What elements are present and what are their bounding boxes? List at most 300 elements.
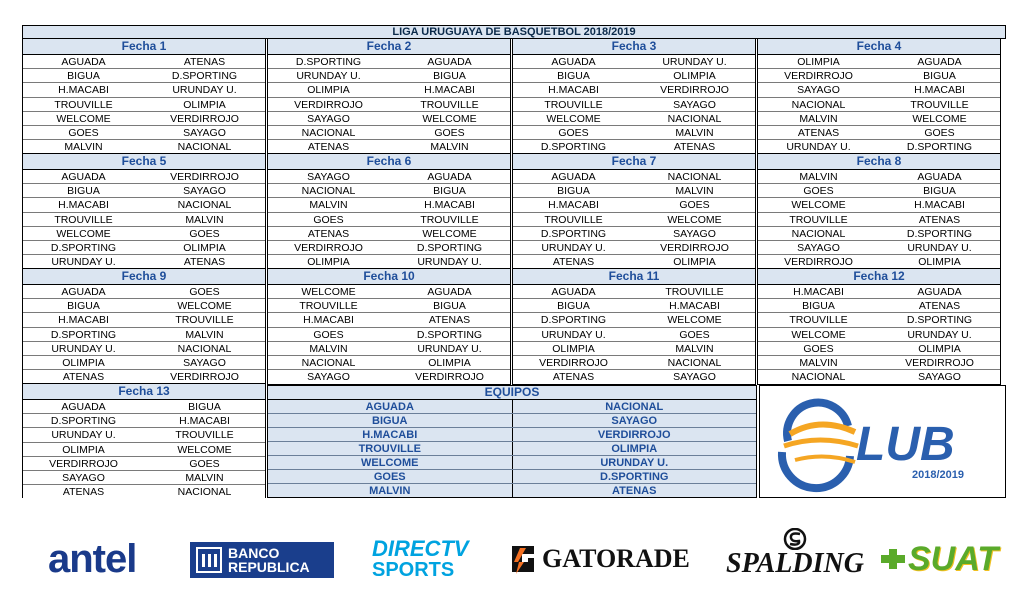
away-team: OLIMPIA <box>673 256 716 269</box>
away-team: BIGUA <box>433 70 466 83</box>
away-team: OLIMPIA <box>673 70 716 83</box>
round-header: Fecha 6 <box>268 154 510 170</box>
home-team: URUNDAY U. <box>541 241 606 254</box>
away-team: BIGUA <box>188 401 221 413</box>
game-row <box>268 313 510 327</box>
home-team: H.MACABI <box>793 286 844 298</box>
home-team: SAYAGO <box>62 471 105 484</box>
away-team: MALVIN <box>185 213 224 226</box>
away-team: WELCOME <box>177 300 232 313</box>
away-team: ATENAS <box>428 314 471 327</box>
game-row <box>268 98 510 112</box>
home-team: URUNDAY U. <box>786 141 851 154</box>
away-team: WELCOME <box>177 443 232 456</box>
spalding-text: SPALDING <box>726 548 864 579</box>
round-block <box>512 268 756 385</box>
game-row <box>758 213 1000 227</box>
home-team: ATENAS <box>307 141 350 154</box>
round-header: Fecha 12 <box>758 269 1000 285</box>
lub-logo <box>760 386 1005 497</box>
game-row <box>23 241 265 255</box>
away-team: NACIONAL <box>667 356 722 369</box>
round-header: Fecha 1 <box>23 39 265 55</box>
game-row <box>758 83 1000 97</box>
game-row <box>23 299 265 313</box>
home-team: OLIMPIA <box>307 84 350 97</box>
away-team: URUNDAY U. <box>907 328 972 341</box>
round-header: Fecha 5 <box>23 154 265 170</box>
team-name: ATENAS <box>612 485 657 497</box>
away-team: SAYAGO <box>673 371 716 384</box>
away-team: BIGUA <box>433 300 466 313</box>
home-team: OLIMPIA <box>307 256 350 269</box>
away-team: AGUADA <box>917 171 962 183</box>
away-team: URUNDAY U. <box>907 241 972 254</box>
game-row <box>23 98 265 112</box>
away-team: GOES <box>189 227 220 240</box>
round-header: Fecha 3 <box>513 39 755 55</box>
team-name: GOES <box>268 470 513 483</box>
away-team: H.MACABI <box>914 84 965 97</box>
table-title: LIGA URUGUAYA DE BASQUETBOL 2018/2019 <box>22 25 1006 39</box>
home-team: NACIONAL <box>791 98 846 111</box>
round-block <box>267 38 511 155</box>
away-team: H.MACABI <box>179 415 230 428</box>
game-row <box>513 313 755 327</box>
game-row <box>23 457 265 471</box>
home-team: H.MACABI <box>303 314 354 327</box>
round-header: Fecha 7 <box>513 154 755 170</box>
game-row <box>23 428 265 442</box>
lub-years: 2018/2019 <box>912 469 964 481</box>
home-team: VERDIRROJO <box>294 241 363 254</box>
home-team: VERDIRROJO <box>539 356 608 369</box>
away-team: H.MACABI <box>669 300 720 313</box>
gatorade-text: GATORADE <box>542 544 690 573</box>
game-row <box>268 126 510 140</box>
away-team: TROUVILLE <box>175 429 234 442</box>
game-row <box>758 55 1000 69</box>
away-team: H.MACABI <box>424 84 475 97</box>
home-team: TROUVILLE <box>544 98 603 111</box>
game-row <box>23 342 265 356</box>
game-row <box>758 313 1000 327</box>
away-team: MALVIN <box>675 126 714 139</box>
round-block <box>22 38 266 155</box>
team-name: SAYAGO <box>611 415 658 427</box>
spalding-logo <box>726 528 864 578</box>
away-team: ATENAS <box>183 56 226 68</box>
home-team: TROUVILLE <box>789 213 848 226</box>
game-row <box>513 184 755 198</box>
home-team: BIGUA <box>67 185 100 198</box>
round-block <box>757 38 1001 155</box>
banco-text: BANCO <box>228 545 280 561</box>
game-row <box>268 285 510 299</box>
game-row <box>23 227 265 241</box>
away-team: NACIONAL <box>177 199 232 212</box>
away-team: VERDIRROJO <box>905 356 974 369</box>
game-row <box>758 112 1000 126</box>
away-team: NACIONAL <box>667 112 722 125</box>
home-team: ATENAS <box>552 256 595 269</box>
game-row <box>513 126 755 140</box>
game-row <box>513 356 755 370</box>
away-team: URUNDAY U. <box>172 84 237 97</box>
directv-text: DIRECTV <box>372 536 469 561</box>
away-team: TROUVILLE <box>420 213 479 226</box>
equipos-row <box>268 414 756 428</box>
home-team: D.SPORTING <box>540 227 607 240</box>
round-header: Fecha 2 <box>268 39 510 55</box>
away-team: OLIMPIA <box>183 98 226 111</box>
game-row <box>513 213 755 227</box>
directv-sports-logo <box>372 534 469 584</box>
equipos-row <box>268 400 756 414</box>
game-row <box>758 184 1000 198</box>
game-row <box>268 299 510 313</box>
home-team: VERDIRROJO <box>294 98 363 111</box>
game-row <box>23 184 265 198</box>
home-team: BIGUA <box>557 70 590 83</box>
home-team: URUNDAY U. <box>51 342 116 355</box>
home-team: D.SPORTING <box>540 314 607 327</box>
equipos-row <box>268 442 756 456</box>
game-row <box>268 241 510 255</box>
game-row <box>758 241 1000 255</box>
antel-text: antel <box>48 536 137 581</box>
equipos-row <box>268 470 756 484</box>
lub-logo-box <box>759 385 1006 498</box>
home-team: GOES <box>558 126 589 139</box>
away-team: SAYAGO <box>673 98 716 111</box>
away-team: OLIMPIA <box>918 342 961 355</box>
away-team: H.MACABI <box>914 199 965 212</box>
away-team: NACIONAL <box>177 486 232 499</box>
home-team: SAYAGO <box>797 241 840 254</box>
game-row <box>758 69 1000 83</box>
round-header: Fecha 13 <box>23 384 265 400</box>
away-team: NACIONAL <box>667 171 722 183</box>
home-team: BIGUA <box>802 300 835 313</box>
game-row <box>758 299 1000 313</box>
team-name: WELCOME <box>268 456 513 469</box>
game-row <box>268 83 510 97</box>
game-row <box>23 170 265 184</box>
team-name: AGUADA <box>268 400 513 413</box>
away-team: NACIONAL <box>177 141 232 154</box>
away-team: WELCOME <box>422 112 477 125</box>
round-header: Fecha 10 <box>268 269 510 285</box>
home-team: D.SPORTING <box>50 241 117 254</box>
away-team: AGUADA <box>917 286 962 298</box>
away-team: TROUVILLE <box>665 286 724 298</box>
away-team: ATENAS <box>918 300 961 313</box>
antel-logo <box>48 534 136 584</box>
home-team: OLIMPIA <box>797 56 840 68</box>
away-team: D.SPORTING <box>416 241 483 254</box>
home-team: SAYAGO <box>307 112 350 125</box>
suat-cross-icon <box>878 546 908 572</box>
home-team: WELCOME <box>56 112 111 125</box>
home-team: GOES <box>68 126 99 139</box>
round-block <box>22 153 266 270</box>
home-team: H.MACABI <box>548 84 599 97</box>
game-row <box>268 198 510 212</box>
away-team: URUNDAY U. <box>417 342 482 355</box>
away-team: URUNDAY U. <box>662 56 727 68</box>
away-team: D.SPORTING <box>171 70 238 83</box>
game-row <box>513 285 755 299</box>
away-team: SAYAGO <box>183 126 226 139</box>
home-team: AGUADA <box>551 286 596 298</box>
home-team: OLIMPIA <box>552 342 595 355</box>
home-team: VERDIRROJO <box>784 70 853 83</box>
away-team: TROUVILLE <box>175 314 234 327</box>
game-row <box>23 126 265 140</box>
game-row <box>23 198 265 212</box>
home-team: MALVIN <box>309 199 348 212</box>
round-block <box>757 268 1001 385</box>
game-row <box>23 328 265 342</box>
home-team: SAYAGO <box>307 371 350 384</box>
round-header: Fecha 11 <box>513 269 755 285</box>
game-row <box>268 342 510 356</box>
game-row <box>758 126 1000 140</box>
game-row <box>268 356 510 370</box>
home-team: AGUADA <box>551 56 596 68</box>
home-team: GOES <box>803 185 834 198</box>
home-team: TROUVILLE <box>789 314 848 327</box>
home-team: D.SPORTING <box>295 56 362 68</box>
away-team: NACIONAL <box>177 342 232 355</box>
game-row <box>758 198 1000 212</box>
away-team: BIGUA <box>923 70 956 83</box>
away-team: TROUVILLE <box>420 98 479 111</box>
game-row <box>268 112 510 126</box>
home-team: SAYAGO <box>307 171 350 183</box>
round-header: Fecha 8 <box>758 154 1000 170</box>
team-name: TROUVILLE <box>268 442 513 455</box>
away-team: VERDIRROJO <box>170 171 239 183</box>
round-block <box>267 268 511 385</box>
lub-text: LUB <box>856 418 955 471</box>
home-team: NACIONAL <box>791 371 846 384</box>
home-team: BIGUA <box>557 300 590 313</box>
banco-republica-logo <box>190 542 334 578</box>
home-team: URUNDAY U. <box>296 70 361 83</box>
game-row <box>23 55 265 69</box>
away-team: AGUADA <box>427 56 472 68</box>
home-team: AGUADA <box>61 171 106 183</box>
team-name: H.MACABI <box>268 428 513 441</box>
equipos-row <box>268 428 756 442</box>
game-row <box>758 170 1000 184</box>
game-row <box>758 370 1000 384</box>
away-team: SAYAGO <box>183 356 226 369</box>
sports-text: SPORTS <box>372 559 455 581</box>
away-team: OLIMPIA <box>428 356 471 369</box>
home-team: MALVIN <box>799 356 838 369</box>
equipos-row <box>268 484 756 498</box>
home-team: URUNDAY U. <box>51 256 116 269</box>
game-row <box>513 299 755 313</box>
home-team: H.MACABI <box>58 199 109 212</box>
home-team: WELCOME <box>56 227 111 240</box>
game-row <box>23 356 265 370</box>
away-team: MALVIN <box>675 185 714 198</box>
home-team: BIGUA <box>67 300 100 313</box>
game-row <box>268 170 510 184</box>
away-team: ATENAS <box>918 213 961 226</box>
game-row <box>758 98 1000 112</box>
home-team: TROUVILLE <box>299 300 358 313</box>
away-team: AGUADA <box>427 286 472 298</box>
game-row <box>23 112 265 126</box>
round-block <box>512 153 756 270</box>
home-team: AGUADA <box>61 56 106 68</box>
away-team: SAYAGO <box>673 227 716 240</box>
home-team: MALVIN <box>64 141 103 154</box>
away-team: OLIMPIA <box>918 256 961 269</box>
home-team: H.MACABI <box>58 314 109 327</box>
team-name: D.SPORTING <box>600 471 669 483</box>
game-row <box>513 112 755 126</box>
basketball-icon <box>782 403 858 488</box>
round-block <box>512 38 756 155</box>
away-team: BIGUA <box>433 185 466 198</box>
home-team: VERDIRROJO <box>784 256 853 269</box>
game-row <box>758 328 1000 342</box>
away-team: D.SPORTING <box>416 328 483 341</box>
equipos-row <box>268 456 756 470</box>
round-block <box>757 153 1001 270</box>
away-team: WELCOME <box>667 314 722 327</box>
game-row <box>513 69 755 83</box>
sponsor-bar <box>0 498 1025 615</box>
home-team: TROUVILLE <box>54 213 113 226</box>
game-row <box>513 83 755 97</box>
home-team: BIGUA <box>557 185 590 198</box>
home-team: WELCOME <box>791 328 846 341</box>
home-team: OLIMPIA <box>62 443 105 456</box>
game-row <box>268 227 510 241</box>
away-team: GOES <box>189 286 220 298</box>
away-team: SAYAGO <box>183 185 226 198</box>
away-team: TROUVILLE <box>910 98 969 111</box>
game-row <box>23 69 265 83</box>
away-team: ATENAS <box>673 141 716 154</box>
game-row <box>268 213 510 227</box>
away-team: GOES <box>924 126 955 139</box>
game-row <box>758 342 1000 356</box>
suat-text: SUAT <box>908 540 999 578</box>
game-row <box>513 342 755 356</box>
home-team: AGUADA <box>551 171 596 183</box>
team-name: NACIONAL <box>605 401 664 413</box>
home-team: ATENAS <box>307 227 350 240</box>
home-team: NACIONAL <box>301 356 356 369</box>
away-team: WELCOME <box>667 213 722 226</box>
team-name: OLIMPIA <box>611 443 658 455</box>
home-team: URUNDAY U. <box>51 429 116 442</box>
away-team: WELCOME <box>912 112 967 125</box>
home-team: GOES <box>313 328 344 341</box>
game-row <box>513 98 755 112</box>
equipos-block <box>267 385 757 498</box>
team-name: VERDIRROJO <box>597 429 671 441</box>
home-team: TROUVILLE <box>54 98 113 111</box>
spalding-s-icon <box>780 528 810 550</box>
game-row <box>513 241 755 255</box>
home-team: D.SPORTING <box>50 328 117 341</box>
game-row <box>268 184 510 198</box>
game-row <box>513 198 755 212</box>
game-row <box>268 370 510 384</box>
away-team: AGUADA <box>427 171 472 183</box>
gatorade-bolt-icon <box>508 542 538 576</box>
away-team: VERDIRROJO <box>170 112 239 125</box>
away-team: WELCOME <box>422 227 477 240</box>
away-team: MALVIN <box>185 328 224 341</box>
game-row <box>513 55 755 69</box>
home-team: MALVIN <box>309 342 348 355</box>
away-team: H.MACABI <box>424 199 475 212</box>
game-row <box>23 471 265 485</box>
home-team: NACIONAL <box>301 185 356 198</box>
home-team: ATENAS <box>62 371 105 384</box>
home-team: AGUADA <box>61 401 106 413</box>
away-team: VERDIRROJO <box>660 84 729 97</box>
game-row <box>758 285 1000 299</box>
game-row <box>23 313 265 327</box>
away-team: OLIMPIA <box>183 241 226 254</box>
away-team: GOES <box>189 457 220 470</box>
away-team: MALVIN <box>675 342 714 355</box>
away-team: GOES <box>679 328 710 341</box>
game-row <box>23 83 265 97</box>
game-row <box>23 443 265 457</box>
home-team: D.SPORTING <box>540 141 607 154</box>
home-team: SAYAGO <box>797 84 840 97</box>
home-team: VERDIRROJO <box>49 457 118 470</box>
away-team: VERDIRROJO <box>170 371 239 384</box>
away-team: AGUADA <box>917 56 962 68</box>
home-team: MALVIN <box>799 171 838 183</box>
home-team: BIGUA <box>67 70 100 83</box>
home-team: URUNDAY U. <box>541 328 606 341</box>
game-row <box>513 328 755 342</box>
game-row <box>513 227 755 241</box>
round-block <box>267 153 511 270</box>
game-row <box>23 285 265 299</box>
away-team: D.SPORTING <box>906 141 973 154</box>
home-team: NACIONAL <box>301 126 356 139</box>
home-team: WELCOME <box>546 112 601 125</box>
suat-logo <box>878 534 998 584</box>
home-team: OLIMPIA <box>62 356 105 369</box>
equipos-rows <box>268 400 756 498</box>
game-row <box>23 414 265 428</box>
home-team: MALVIN <box>799 112 838 125</box>
away-team: VERDIRROJO <box>660 241 729 254</box>
away-team: MALVIN <box>430 141 469 154</box>
home-team: GOES <box>803 342 834 355</box>
game-row <box>23 400 265 414</box>
round-block <box>22 383 266 500</box>
home-team: GOES <box>313 213 344 226</box>
home-team: H.MACABI <box>58 84 109 97</box>
